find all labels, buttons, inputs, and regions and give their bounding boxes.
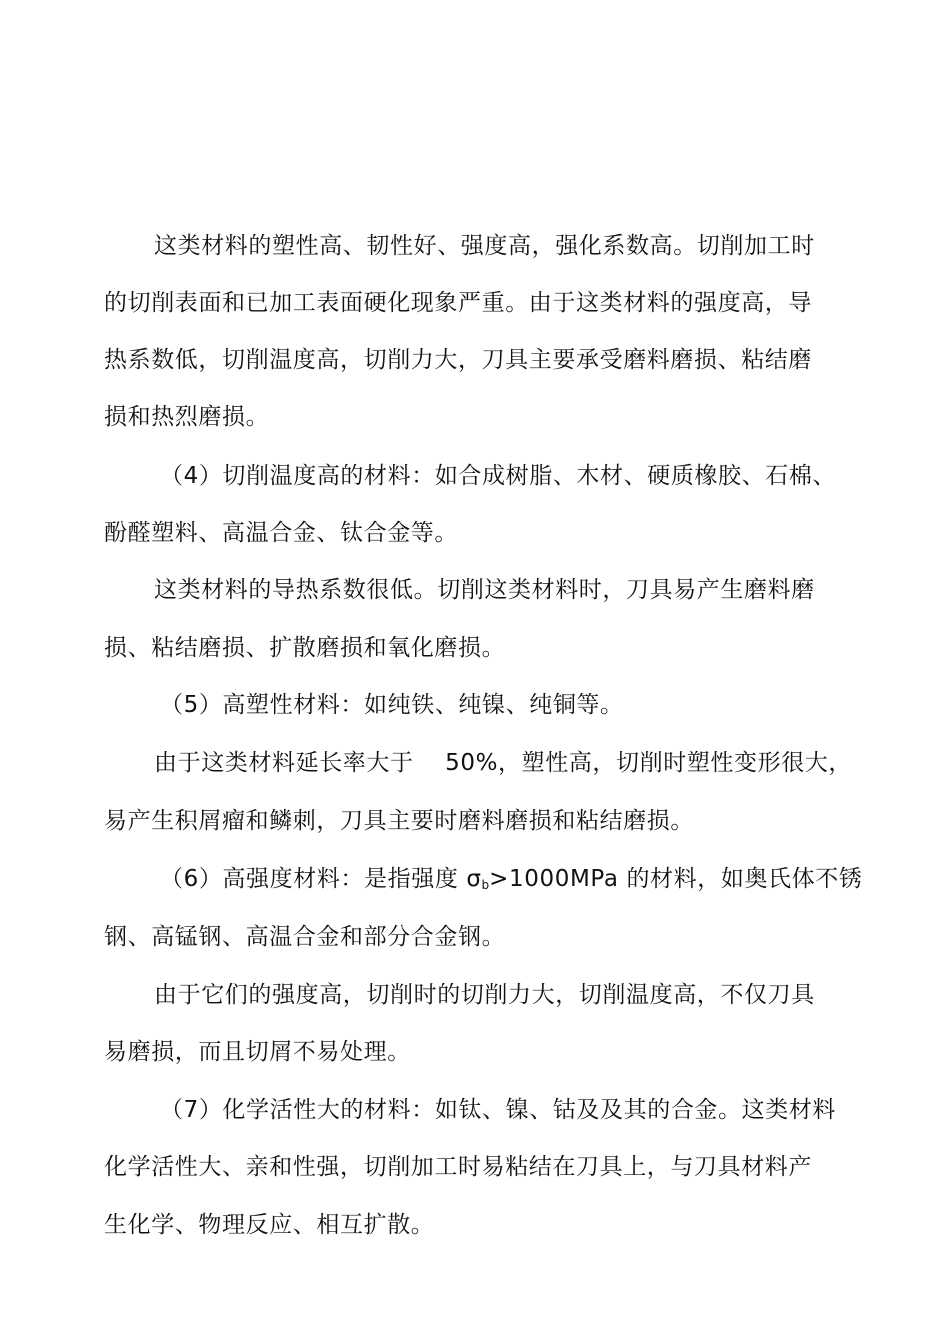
paragraph-1-line-3: 热系数低，切削温度高，切削力大，刀具主要承受磨料磨损、粘结磨	[104, 347, 812, 373]
paragraph-3-line-2: 损、粘结磨损、扩散磨损和氧化磨损。	[104, 635, 506, 661]
item-6-line-1	[160, 864, 862, 900]
paragraph-5-line-1: 由于这类材料延长率大于 50%，塑性高，切削时塑性变形很大，	[154, 750, 853, 776]
item-6-text-after: >1000MPa 的材料，如奥氏体不锈	[489, 866, 863, 892]
item-4-line-2: 酚醛塑料、高温合金、钛合金等。	[104, 520, 458, 546]
paragraph-1-line-1: 这类材料的塑性高、韧性好、强度高，强化系数高。切削加工时	[154, 233, 815, 259]
paragraph-7-line-2: 易磨损，而且切屑不易处理。	[104, 1039, 411, 1065]
item-5-line-1: （5）高塑性材料：如纯铁、纯镍、纯铜等。	[160, 692, 624, 718]
item-6-text-before: （6）高强度材料：是指强度 σ	[160, 866, 482, 892]
paragraph-7-line-1: 由于它们的强度高，切削时的切削力大，切削温度高，不仅刀具	[154, 982, 815, 1008]
item-7-line-2: 化学活性大、亲和性强，切削加工时易粘结在刀具上，与刀具材料产	[104, 1154, 812, 1180]
item-6-line-2: 钢、高锰钢、高温合金和部分合金钢。	[104, 924, 506, 950]
paragraph-3-line-1: 这类材料的导热系数很低。切削这类材料时，刀具易产生磨料磨	[154, 577, 815, 603]
item-7-line-1: （7）化学活性大的材料：如钛、镍、钴及及其的合金。这类材料	[160, 1097, 837, 1123]
paragraph-1-line-2: 的切削表面和已加工表面硬化现象严重。由于这类材料的强度高，导	[104, 290, 812, 316]
sigma-subscript: b	[481, 878, 490, 892]
item-4-line-1: （4）切削温度高的材料：如合成树脂、木材、硬质橡胶、石棉、	[160, 463, 837, 489]
paragraph-1-line-4: 损和热烈磨损。	[104, 404, 270, 430]
item-7-line-3: 生化学、物理反应、相互扩散。	[104, 1212, 435, 1238]
paragraph-5-line-2: 易产生积屑瘤和鳞刺，刀具主要时磨料磨损和粘结磨损。	[104, 808, 694, 834]
